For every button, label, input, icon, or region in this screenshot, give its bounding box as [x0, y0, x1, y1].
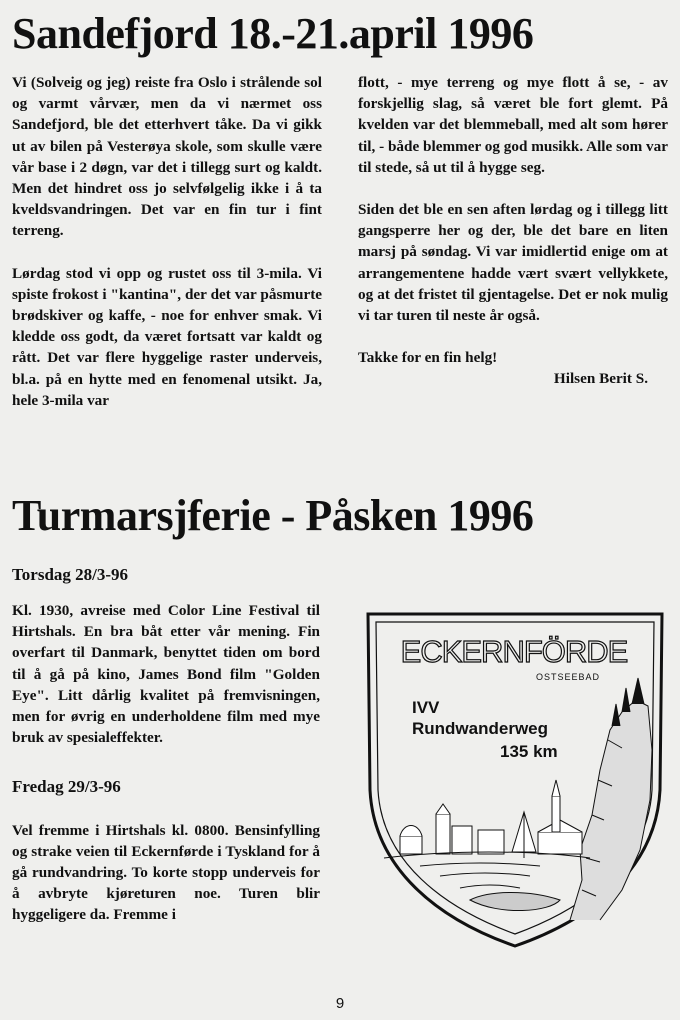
article1-column-left — [12, 72, 322, 432]
paragraph: Lørdag stod vi opp og rustet oss til 3-mila. Vi spiste frokost i "kantina", der det var påsmurte brødskiver og kaffe, - noe for enhver smak. Vi kledde oss godt, da været fortsatt var kaldt og rått. Det var flere hyggelige raster underveis, bl.a. på en hytte med en fenomenal utsikt. Ja, hele 3-mila var — [12, 264, 322, 409]
section-heading-fredag: Fredag 29/3-96 — [12, 777, 121, 797]
signature: Hilsen Berit S. — [553, 370, 648, 388]
paragraph: Vel fremme i Hirtshals kl. 0800. Bensinfylling og strake veien til Eckernførde i Tyskland for å gå rundvandring. To korte stopp underveis for å avbryte kjøreturen noe. Turen blir hyggeligere da. Fremme i — [12, 821, 320, 924]
emblem-distance: 135 km — [500, 742, 558, 761]
article2-column-left — [12, 565, 320, 947]
emblem-subtitle: OSTSEEBAD — [535, 672, 601, 682]
closing-line: Takke for en fin helg! — [358, 349, 498, 367]
emblem-org: IVV — [412, 698, 440, 717]
eckernforde-emblem — [360, 600, 670, 950]
article-title-paasken: Turmarsjferie - Påsken 1996 — [12, 491, 534, 540]
paragraph: Vi (Solveig og jeg) reiste fra Oslo i strålende sol og varmt vårvær, men da vi nærmet oss Sandefjord, ble det etterhvert tåke. Da vi gikk ut av bilen på Vesterøya skole, som skulle være vår base i 2 døgn, var det i tillegg surt og kaldt. Men det hindret oss jo selvfølgelig ikke i å ta kveldsvandringen. Det var en fin tur i fint terreng. — [12, 74, 322, 240]
emblem-town: ECKERNFÖRDE — [400, 634, 628, 669]
paragraph: Siden det ble en sen aften lørdag og i tillegg litt gangsperre her og der, ble det bare en liten marsj på søndag. Vi var imidlertid enige om at arrangementene hadde vært svært vellykkete, og at det fristet til gjentagelse. Det er nok mulig vi tar turen til neste år også. — [358, 201, 668, 325]
emblem-route: Rundwanderweg — [412, 719, 549, 738]
article1-column-right — [358, 72, 668, 390]
section-heading-torsdag: Torsdag 28/3-96 — [12, 565, 129, 584]
cliff-illustration — [570, 678, 652, 920]
paragraph: Kl. 1930, avreise med Color Line Festival til Hirtshals. En bra båt etter vår mening. Fin overfart til Danmark, benyttet tiden om bord til å gå på kino, James Bond film "Golden Eye". Litt dårlig kvalitet på fremvisningen, men for øvrig en underholdene film med mye bruk av spesialeffekter. — [12, 602, 320, 747]
article-title-sandefjord: Sandefjord 18.-21.april 1996 — [12, 9, 534, 58]
town-skyline — [384, 780, 590, 911]
paragraph: flott, - mye terreng og mye flott å se, - av forskjellig slag, så været ble fort glemt. På kvelden var det blemmeball, med alt som hører til, - både blemmer og god musikk. Alle som var til stede, så ut til å hygge seg. — [358, 74, 668, 176]
page-number: 9 — [335, 995, 345, 1012]
